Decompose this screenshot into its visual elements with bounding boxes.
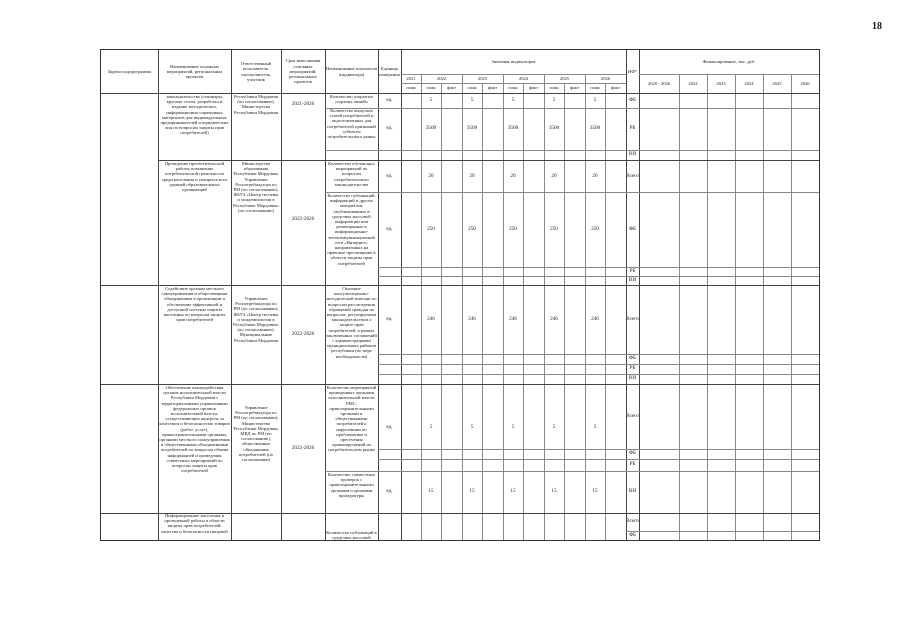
value-cell: 3500 [589, 125, 601, 132]
value-cell: 246 [427, 316, 435, 323]
value-cell: 5 [470, 424, 474, 431]
responsible-cell: Управление Роспотребнадзора по РМ (по согласованию), Министерства Республики Мордовия, МВД по РМ (по согласованию), общественные объединения потребителей (по согласованию) [233, 405, 279, 463]
source-cell: РБ [629, 267, 636, 274]
value-cell: 5 [511, 424, 515, 431]
source-cell: ФБ [628, 531, 637, 538]
value-cell: 246 [550, 316, 558, 323]
value-cell: 5 [552, 424, 556, 431]
value-cell: 250 [550, 226, 558, 233]
header-funding-year: 2022 [688, 80, 698, 86]
value-cell: 246 [591, 316, 599, 323]
source-cell: ВИ [628, 488, 637, 495]
unit-cell: ед. [386, 424, 393, 431]
value-cell: 3500 [548, 125, 560, 132]
indicator-cell: Количество публикаций в средствах массовой [326, 530, 377, 540]
indicator-cell: Количество публикаций, информаций и других материалов, опубликованных в средствах массовой информации или размещенных в информационно-телекоммуникационной сети «Интернет», направленных на правовое просвещение в области защиты прав потребителей [327, 193, 376, 266]
header-period: Срок выполнения основных мероприятий, региональных проектов [285, 58, 321, 85]
indicator-cell: Количество совместных проверок с правоохранительными органами и органами прокуратуры [327, 472, 376, 498]
header-fact: факт [528, 85, 539, 91]
header-year: 2026 [600, 75, 611, 81]
period-cell: 2022-2026 [291, 216, 315, 223]
value-cell: 3500 [507, 125, 519, 132]
value-cell: 246 [509, 316, 517, 323]
value-cell: 15 [469, 488, 475, 495]
period-cell: 2022-2026 [291, 444, 315, 451]
indicator-cell: Оказание консультационно-методической помощи по вопросам рассмотрения обращений граждан по вопросам, регулируемым законодательством о защите прав потребителей, в рамках заключенных соглашений с администрациями муниципальных районов республики (по мере необходимости) [326, 286, 377, 359]
indicator-cell: Количество обучающих мероприятий по вопросам потребительского законодательства [328, 161, 375, 187]
value-cell: 5 [470, 97, 474, 104]
header-events: Наименование основных мероприятий, региональных проектов [166, 63, 223, 80]
period-cell: 2021-2026 [291, 101, 315, 108]
header-plan: план [590, 85, 600, 91]
event-cell: Проведение просветительской работы повышение потребительской грамотности среди населения и учащихся всех уровней образовательных организаций [161, 161, 228, 193]
indicator-cell: Количество мероприятий проведенных органами исполнительной власти РМС, правоохранительными органами и общественными потребителей к нарушениям по проблематике и пресечения правонарушений на потребительском рынке [326, 385, 377, 453]
header-responsible: Ответственный исполнитель, соисполнитель, участник [240, 61, 272, 82]
source-cell: ФБ [628, 97, 637, 104]
source-cell: ФБ [628, 355, 637, 362]
header-year: 2025 [559, 75, 570, 81]
source-cell: ВИ [628, 375, 637, 382]
value-cell: 250 [427, 226, 435, 233]
header-plan: план [467, 85, 477, 91]
header-funding-year: 2024 [744, 80, 754, 86]
header-funding-year: 2020 - 2026 [647, 80, 671, 86]
source-cell: РБ [629, 125, 636, 132]
source-cell: ФБ [628, 226, 637, 233]
source-cell: Всего [626, 413, 639, 420]
value-cell: 5 [511, 97, 515, 104]
source-cell: Всего [626, 172, 639, 179]
value-cell: 3500 [466, 125, 478, 132]
header-fact: факт [446, 85, 457, 91]
event-cell: Обеспечение взаимодействия органов исполнительной власти Республики Мордовия с территориальными управлениями федеральных органов исполнительной власти, осуществляющих контроль за качеством и безопасностью товаров (работ, услуг), правоохранительными органами, органами местного самоуправления и общественными объединениями потребителей по вопросам обмена информацией и проведения совместных мероприятий по вопросам защиты прав потребителей [159, 385, 230, 474]
value-cell: 250 [509, 226, 517, 233]
header-source: ИФ* [627, 68, 638, 74]
page-number: 18 [872, 21, 882, 32]
indicator-cell: Количество открытых «горячих линий» [329, 94, 374, 105]
header-fact: факт [487, 85, 498, 91]
source-cell: ФБ [628, 450, 637, 457]
value-cell: 250 [591, 226, 599, 233]
source-cell: Всего [626, 518, 639, 525]
value-cell: 5 [593, 424, 597, 431]
header-year: 2024 [518, 75, 529, 81]
source-cell: ВИ [628, 151, 637, 158]
responsible-cell: Министерство образования Республики Мордовия, Управление Роспотребнадзора по РМ (по согласованию), ФБУЗ «Центр гигиены и эпидемиологии в Республике Мордовия» (по согласованию) [233, 161, 279, 213]
unit-cell: ед. [386, 316, 393, 323]
header-values: Значения индикаторов [491, 59, 536, 65]
unit-cell: ед. [386, 125, 393, 132]
header-year: 2023 [477, 75, 488, 81]
header-year: 2022 [436, 75, 447, 81]
value-cell: 15 [428, 488, 434, 495]
indicator-cell: Количество выпусков статей потребителей и подготовленных для потребителей признаний субъекты потребительского рынка [327, 108, 376, 140]
value-cell: 20 [510, 172, 516, 179]
unit-cell: ед. [386, 226, 393, 233]
value-cell: 15 [592, 488, 598, 495]
header-plan: план [406, 85, 416, 91]
value-cell: 20 [551, 172, 557, 179]
responsible-cell: Республики Мордовия (по согласованию), Министерство Республики Мордовия [233, 94, 279, 115]
header-unit: Единица измерения [379, 66, 400, 77]
responsible-cell: Управление Роспотребнадзора по РМ (по согласованию), ФБУЗ «Центр гигиены и эпидемиологии в Республике Мордовия» (по согласованию), Муниципальные Республики Мордовия [233, 296, 279, 343]
header-funding: Финансирование, тыс. руб. [702, 59, 756, 65]
event-cell: законодательства (семинары, круглые столы, разработка и издание методических, информационно-справочных материалов для индивидуальных предпринимателей и юридических лиц по вопросам защиты прав потребителей) [160, 94, 229, 136]
unit-cell: ед. [386, 97, 393, 104]
header-fact: факт [569, 85, 580, 91]
header-plan: план [426, 85, 436, 91]
header-year: 2021 [406, 75, 416, 81]
program-table [100, 49, 820, 541]
unit-cell: ед. [386, 172, 393, 179]
value-cell: 5 [429, 424, 433, 431]
value-cell: 15 [551, 488, 557, 495]
value-cell: 250 [468, 226, 476, 233]
source-cell: РБ [629, 365, 636, 372]
value-cell: 15 [510, 488, 516, 495]
header-funding-year: 2026 [800, 80, 810, 86]
value-cell: 5 [593, 97, 597, 104]
event-cell: Информирование населения и проведенной работы в области защиты прав потребителей, качества и безопасности пищевой [161, 513, 228, 534]
value-cell: 5 [552, 97, 556, 104]
header-funding-year: 2025 [772, 80, 782, 86]
unit-cell: ед. [386, 488, 393, 495]
source-cell: Всего [626, 316, 639, 323]
task-cell: Содействие органам местного самоуправления и общественным объединениям в организации и обеспечение эффективной и доступной системы защиты населения по вопросам защиты прав потребителей [161, 286, 228, 323]
header-plan: план [549, 85, 559, 91]
header-task: Задачи подпрограммы [107, 68, 152, 74]
value-cell: 20 [469, 172, 475, 179]
period-cell: 2022-2026 [291, 331, 315, 338]
value-cell: 3500 [425, 125, 437, 132]
value-cell: 20 [428, 172, 434, 179]
header-plan: план [508, 85, 518, 91]
header-funding-year: 2023 [716, 80, 726, 86]
header-fact: факт [610, 85, 621, 91]
value-cell: 20 [592, 172, 598, 179]
source-cell: ВИ [628, 276, 637, 283]
value-cell: 246 [468, 316, 476, 323]
source-cell: РБ [629, 461, 636, 468]
value-cell: 5 [429, 97, 433, 104]
header-indicator: Наименование показателя (индикатора) [326, 66, 377, 77]
